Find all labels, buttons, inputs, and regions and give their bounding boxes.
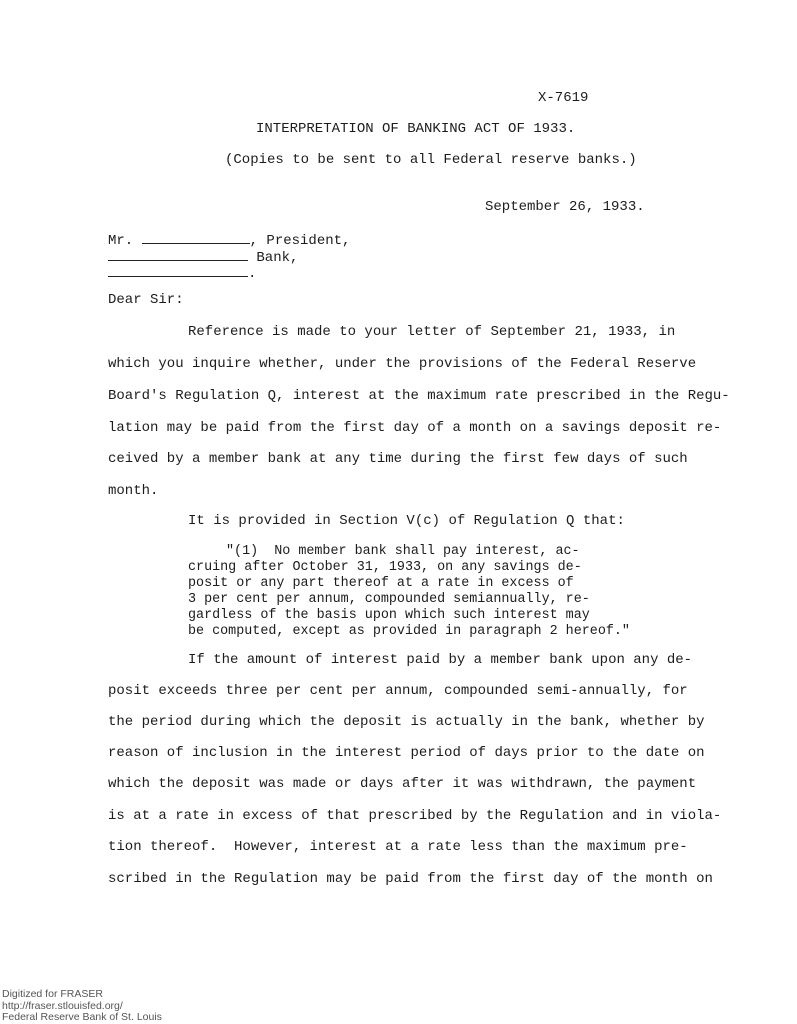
bank-blank-line	[108, 250, 248, 261]
paragraph-line: is at a rate in excess of that prescribed by the Regulation and in viola-	[108, 808, 722, 824]
letter-date: September 26, 1933.	[485, 199, 645, 215]
address-president-label: , President,	[249, 233, 351, 249]
quote-line: posit or any part thereof at a rate in excess of	[188, 576, 574, 591]
paragraph-line: the period during which the deposit is actually in the bank, whether by	[108, 714, 705, 730]
address-line-city	[108, 266, 256, 282]
address-mr-label: Mr.	[108, 233, 134, 249]
paragraph-line: Reference is made to your letter of September 21, 1933, in	[188, 324, 676, 340]
paragraph-line: scribed in the Regulation may be paid from the first day of the month on	[108, 871, 713, 887]
document-title: INTERPRETATION OF BANKING ACT OF 1933.	[256, 121, 576, 137]
footer-link[interactable]: http://fraser.stlouisfed.org/	[2, 1000, 123, 1012]
footer-line: Digitized for FRASER	[2, 988, 103, 1000]
paragraph-line: ceived by a member bank at any time during the first few days of such	[108, 451, 688, 467]
paragraph-line: If the amount of interest paid by a member bank upon any de-	[188, 652, 693, 668]
salutation: Dear Sir:	[108, 292, 184, 308]
address-bank-label: Bank,	[256, 250, 299, 266]
city-blank-line	[108, 266, 248, 277]
paragraph-line: month.	[108, 483, 159, 499]
paragraph-line: which you inquire whether, under the provisions of the Federal Reserve	[108, 356, 697, 372]
paragraph-line: tion thereof. However, interest at a rate less than the maximum pre-	[108, 839, 688, 855]
quote-line: gardless of the basis upon which such interest may	[188, 608, 590, 623]
document-number: X-7619	[538, 90, 589, 106]
paragraph-line: which the deposit was made or days after it was withdrawn, the payment	[108, 776, 697, 792]
paragraph-line: Board's Regulation Q, interest at the maximum rate prescribed in the Regu-	[108, 388, 730, 404]
address-line-president	[108, 233, 350, 249]
address-line-bank	[108, 250, 298, 266]
document-subtitle: (Copies to be sent to all Federal reserve banks.)	[225, 152, 637, 168]
paragraph-line: posit exceeds three per cent per annum, compounded semi-annually, for	[108, 683, 688, 699]
paragraph-2: It is provided in Section V(c) of Regulation Q that:	[188, 513, 625, 529]
quote-line: "(1) No member bank shall pay interest, ac-	[226, 544, 580, 559]
address-end-mark: .	[248, 266, 257, 282]
quote-line: cruing after October 31, 1933, on any savings de-	[188, 560, 582, 575]
quote-line: 3 per cent per annum, compounded semiannually, re-	[188, 592, 590, 607]
footer-line: Federal Reserve Bank of St. Louis	[2, 1011, 162, 1023]
paragraph-line: reason of inclusion in the interest period of days prior to the date on	[108, 745, 705, 761]
paragraph-line: lation may be paid from the first day of a month on a savings deposit re-	[108, 420, 722, 436]
quote-line: be computed, except as provided in paragraph 2 hereof."	[188, 624, 630, 639]
name-blank-line	[142, 233, 250, 244]
